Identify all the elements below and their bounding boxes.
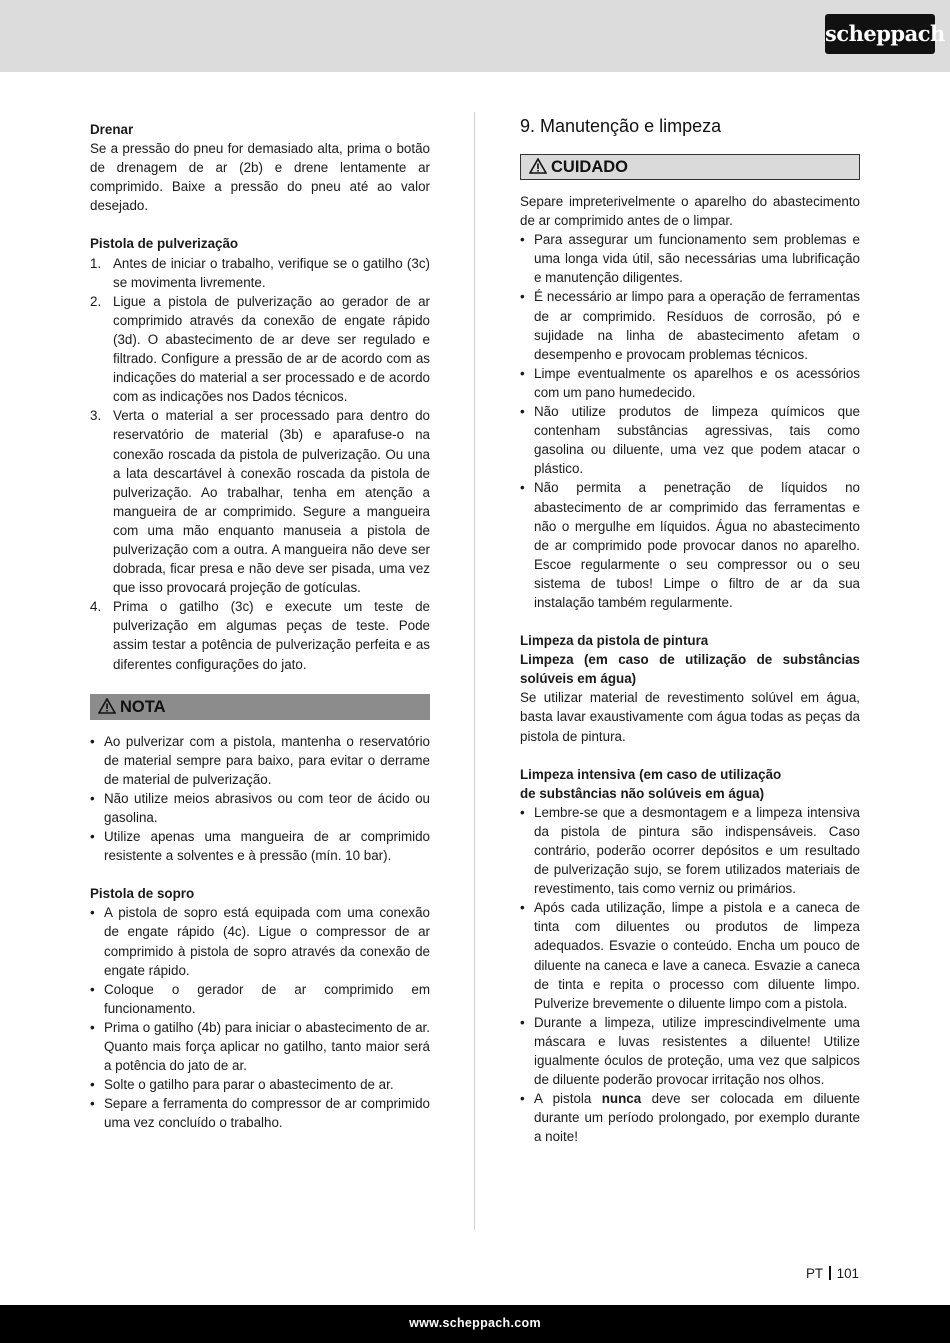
intensive-cleaning-list: [520, 803, 860, 1147]
cuidado-label: CUIDADO: [551, 158, 628, 176]
spray-step: 4. Prima o gatilho (3c) e execute um teste de pulverização em algumas peças de teste. Pode assim testar a potência de pulverização perfeita e as diferentes configurações do jato.: [90, 599, 430, 672]
list-item: • Lembre-se que a desmontagem e a limpeza intensiva da pistola de pintura são indispensáveis. Caso contrário, poderão ocorrer depósitos e um resultado de pulverização sujo, se forem utilizados materiais de revestimento, tais como verniz ou primários.: [520, 804, 860, 897]
list-item: • É necessário ar limpo para a operação de ferramentas de ar comprimido. Resíduos de corrosão, pó e sujidade na linha de abastecimento afetam o desempenho e provocam problemas técnicos.: [520, 289, 860, 362]
list-item: • Ao pulverizar com a pistola, mantenha o reservatório de material sempre para baixo, para evitar o derrame de material de pulverização.: [90, 733, 430, 787]
spray-step: 3. Verta o material a ser processado para dentro do reservatório de material (3b) e aparafuse-o na conexão roscada da pistola de pulverização. Ou una a lata descartável à conexão roscada da pistola de pulverização. Ao trabalhar, tenha em atenção a mangueira de ar comprimido. Segure a mangueira com uma mão enquanto manuseia a pistola de pulverização com a outra. A mangueira não deve ser dobrada, ficar presa e não deve ser pisada, uma vez que isso provocará projeção de gotículas.: [90, 408, 430, 596]
nota-list: [90, 732, 430, 866]
drain-heading: Drenar: [90, 122, 134, 137]
water-soluble-heading: Limpeza (em caso de utilização de substâncias solúveis em água): [520, 652, 860, 687]
list-item: • Após cada utilização, limpe a pistola e a caneca de tinta com diluentes ou produtos de limpeza adequados. Esvazie o conteúdo. Encha um pouco de diluente na caneca e lave a caneca. Esvazie a caneca de tinta e repita o processo com diluente limpo. Pulverize brevemente o diluente limpo com a pistola.: [520, 900, 860, 1011]
intensive-cleaning-heading-1: Limpeza intensiva (em caso de utilização: [520, 766, 782, 782]
list-item: • A pistola de sopro está equipada com uma conexão de engate rápido (4c). Ligue o compressor de ar comprimido à pistola de sopro através da conexão de engate rápido.: [90, 905, 430, 978]
right-column: [520, 116, 860, 1147]
brand-logo: scheppach: [825, 14, 935, 54]
list-item: • Não permita a penetração de líquidos no abastecimento de ar comprimido das ferramentas e não o mergulhe em líquidos. Água no abastecimento de ar comprimido pode provocar danos no aparelho. Escoe regularmente o seu compressor ou o seu sistema de tubos! Limpe o filtro de ar da sua instalação também regularmente.: [520, 480, 860, 610]
warning-icon: [529, 158, 547, 174]
list-item: • Durante a limpeza, utilize imprescindivelmente uma máscara e luvas resistentes a diluente! Utilize igualmente óculos de proteção, uma vez que salpicos de diluente poderão provocar irritação nos olhos.: [520, 1014, 860, 1088]
blow-gun-list: [90, 903, 430, 1132]
spray-step: 1. Antes de iniciar o trabalho, verifique se o gatilho (3c) se movimenta livremente.: [90, 255, 430, 290]
cuidado-banner: [520, 154, 860, 180]
list-item: • Solte o gatilho para parar o abastecimento de ar.: [90, 1077, 394, 1093]
list-item: • Não utilize meios abrasivos ou com teor de ácido ou gasolina.: [90, 790, 430, 825]
intensive-cleaning-heading-2: de substâncias não solúveis em água): [520, 785, 765, 801]
list-item: • Não utilize produtos de limpeza químicos que contenham substâncias agressivas, tais como gasolina ou diluente, uma vez que podem atacar o plástico.: [520, 404, 860, 477]
water-soluble-text: Se utilizar material de revestimento solúvel em água, basta lavar exaustivamente com água todas as peças da pistola de pintura.: [520, 690, 860, 744]
left-column: [90, 120, 430, 1133]
list-item: • Limpe eventualmente os aparelhos e os acessórios com um pano humedecido.: [520, 365, 860, 400]
spray-step: 2. Ligue a pistola de pulverização ao gerador de ar comprimido através da conexão de engate rápido (3d). O abastecimento de ar deve ser regulado e filtrado. Configure a pressão de ar de acordo com as indicações do material a ser processado e de acordo com as indicações nos Dados técnicos.: [90, 293, 430, 405]
maintenance-intro: Separe impreterivelmente o aparelho do abastecimento de ar comprimido antes de o limpar.: [520, 194, 860, 229]
spray-gun-heading: Pistola de pulverização: [90, 236, 239, 252]
column-divider: [474, 112, 475, 1230]
drain-text: Se a pressão do pneu for demasiado alta, prima o botão de drenagem de ar (2b) e drene lentamente ar comprimido. Baixe a pressão do pneu até ao valor desejado.: [90, 141, 430, 214]
footer-url: www.scheppach.com: [0, 1305, 950, 1343]
list-item: • Prima o gatilho (4b) para iniciar o abastecimento de ar. Quanto mais força aplicar no gatilho, tanto maior será a potência do jato de ar.: [90, 1019, 430, 1074]
nota-label: NOTA: [120, 697, 166, 716]
header-band: [0, 0, 950, 72]
section-title: 9. Manutenção e limpeza: [520, 116, 722, 136]
warning-icon: [98, 698, 116, 714]
page-number: PT 101: [806, 1266, 859, 1281]
list-item: • Para assegurar um funcionamento sem problemas e uma longa vida útil, são necessárias uma lubrificação e manutenção diligentes.: [520, 232, 860, 286]
blow-gun-heading: Pistola de sopro: [90, 886, 195, 902]
list-item: • Separe a ferramenta do compressor de ar comprimido uma vez concluído o trabalho.: [90, 1096, 430, 1131]
list-item: • Coloque o gerador de ar comprimido em funcionamento.: [90, 981, 430, 1016]
list-item: • A pistola nunca deve ser colocada em diluente durante um período prolongado, por exemplo durante a noite!: [520, 1091, 860, 1145]
paint-gun-cleaning-heading: Limpeza da pistola de pintura: [520, 633, 709, 649]
spray-steps-list: [90, 254, 430, 674]
list-item: • Utilize apenas uma mangueira de ar comprimido resistente a solventes e à pressão (mín. 10 bar).: [90, 829, 430, 864]
nota-banner: [90, 694, 430, 720]
maintenance-list: [520, 230, 860, 612]
